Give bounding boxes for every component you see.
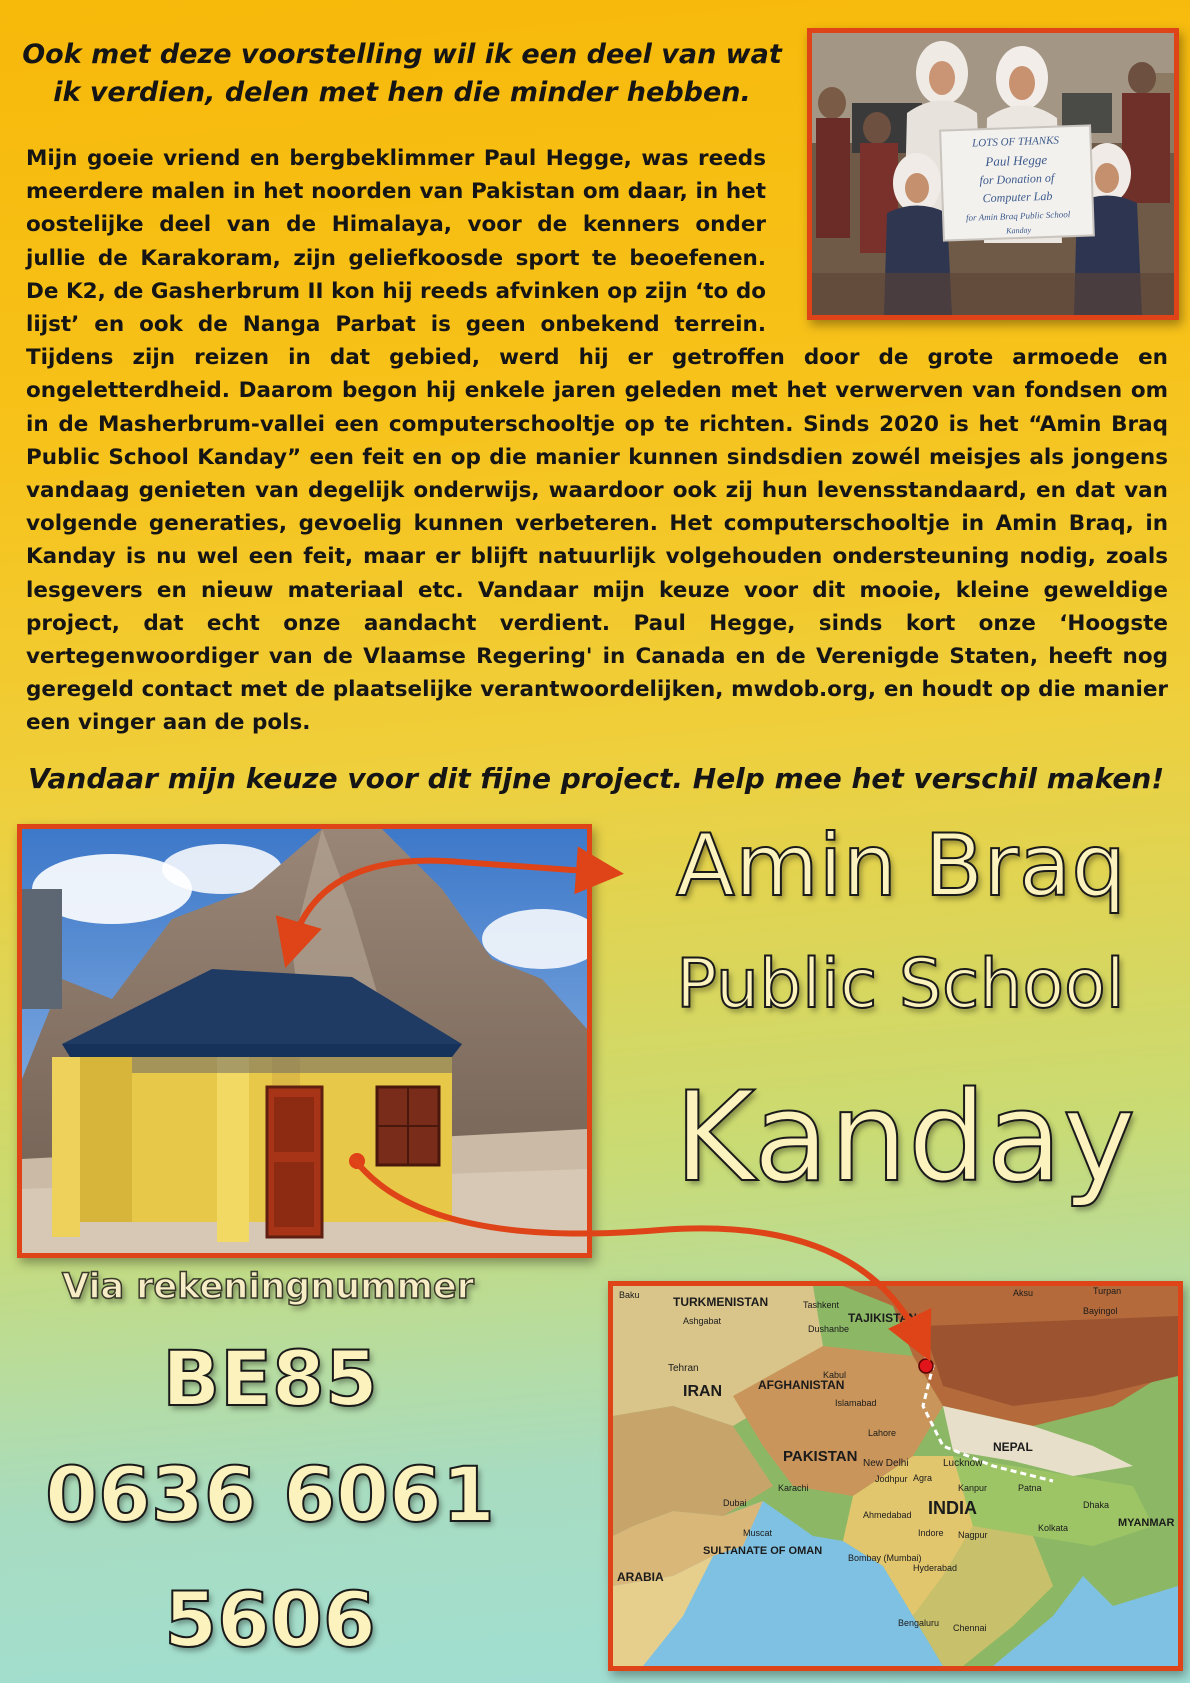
sign-line-5: for Amin Braq Public School	[965, 209, 1071, 223]
photo-spacer	[778, 142, 1168, 320]
school-title-line1: Amin Braq	[676, 816, 1126, 916]
sign-line-3: for Donation of	[979, 170, 1055, 188]
account-number-line1: BE85	[162, 1334, 378, 1423]
map-label-ashgabat: Ashgabat	[683, 1316, 722, 1326]
region-map	[608, 1281, 1183, 1671]
school-title-line3: Kanday	[674, 1066, 1136, 1210]
account-number-line2: 0636 6061	[45, 1450, 495, 1539]
map-label-dushanbe: Dushanbe	[808, 1324, 850, 1334]
map-label-myanmar: MYANMAR	[1118, 1517, 1175, 1529]
map-label-afghanistan: AFGHANISTAN	[758, 1378, 845, 1392]
map-label-lahore: Lahore	[868, 1428, 897, 1438]
school-building-photo	[17, 824, 592, 1258]
map-label-agra: Agra	[913, 1473, 933, 1483]
map-label-oman: SULTANATE OF OMAN	[703, 1545, 823, 1557]
map-label-islamabad: Islamabad	[835, 1398, 877, 1408]
map-label-kanpur: Kanpur	[958, 1483, 988, 1493]
map-label-iran: IRAN	[683, 1383, 723, 1400]
map-label-patna: Patna	[1018, 1483, 1042, 1493]
kanday-location-marker	[919, 1359, 933, 1373]
map-label-nepal: NEPAL	[993, 1440, 1033, 1454]
map-label-karachi: Karachi	[778, 1483, 809, 1493]
body-paragraph-text: Mijn goeie vriend en bergbeklimmer Paul Hegge, was reeds meerdere malen in het noorden van Pakistan om daar, in het oostelijke deel van de Himalaya, voor de kenners onder jullie de Karakoram, zijn geliefkoosde sport te beoefenen. De K2, de Gasherbrum II kon hij reeds afvinken op zijn ‘to do lijst’ en ook de Nanga Parbat is geen onbekend terrein. Tijdens zijn reizen in dat gebied, werd hij er getroffen door de grote armoede en ongeletterdheid. Daarom begon hij enkele jaren geleden met het verwerven van fondsen om in de Masherbrum-vallei een computerschooltje op te richten. Sinds 2020 is het “Amin Braq Public School Kanday” een feit en op die manier kunnen sindsdien zowél meisjes als jongens vandaag genieten van degelijk onderwijs, waardoor ook zij hun levensstandaard, en dat van volgende generaties, gevoelig kunnen verbeteren. Het computerschooltje in Amin Braq, in Kanday is nu wel een feit, maar er blijft natuurlijk volgehouden ondersteuning nodig, zoals lesgevers en nieuw materiaal etc. Vandaar mijn keuze voor dit mooie, kleine geweldige project, dat echt onze aandacht verdient. Paul Hegge, sinds kort onze ‘Hoogste vertegenwoordiger van de Vlaamse Regering' in Canada en de Verenigde Staten, heeft nog geregeld contact met de plaatselijke verantwoordelijken, mwdob.org, en houdt op die manier een vinger aan de pols.	[26, 146, 1168, 736]
map-label-delhi: New Delhi	[863, 1458, 909, 1469]
school-title-line2: Public School	[676, 945, 1125, 1024]
map-label-chennai: Chennai	[953, 1623, 987, 1633]
map-label-nagpur: Nagpur	[958, 1530, 988, 1540]
account-intro: Via rekeningnummer	[62, 1267, 475, 1307]
body-paragraph	[26, 142, 1168, 740]
map-label-muscat: Muscat	[743, 1528, 773, 1538]
map-label-ahmedabad: Ahmedabad	[863, 1510, 912, 1520]
map-label-tajikistan: TAJIKISTAN	[848, 1311, 917, 1325]
map-label-hyderabad: Hyderabad	[913, 1563, 958, 1573]
map-label-turpan: Turpan	[1093, 1286, 1122, 1296]
map-label-baku: Baku	[619, 1290, 640, 1300]
closing-line: Vandaar mijn keuze voor dit fijne project. Help mee het verschil maken!	[28, 762, 1165, 795]
arrow-origin-dot	[349, 1153, 365, 1169]
map-label-dhaka: Dhaka	[1083, 1500, 1110, 1510]
map-label-bayingol: Bayingol	[1083, 1306, 1118, 1316]
map-label-arabia: ARABIA	[617, 1570, 664, 1584]
sign-line-2: Paul Hegge	[985, 151, 1048, 170]
map-label-bombay: Bombay (Mumbai)	[848, 1553, 922, 1563]
map-label-dubai: Dubai	[723, 1498, 747, 1508]
sign-line-4: Computer Lab	[982, 188, 1053, 206]
map-label-kabul: Kabul	[823, 1370, 847, 1380]
sign-line-6: Kanday	[1006, 225, 1032, 236]
map-label-bengaluru: Bengaluru	[898, 1618, 940, 1628]
map-label-turkmenistan: TURKMENISTAN	[673, 1295, 769, 1309]
map-label-tashkent: Tashkent	[803, 1300, 840, 1310]
sign-line-1: LOTS OF THANKS	[971, 134, 1060, 150]
account-number-line3: 5606	[164, 1575, 376, 1664]
map-label-kolkata: Kolkata	[1038, 1523, 1069, 1533]
map-label-tehran: Tehran	[668, 1363, 699, 1374]
map-label-indore: Indore	[918, 1528, 944, 1538]
map-label-india: INDIA	[928, 1498, 977, 1518]
map-label-pakistan: PAKISTAN	[783, 1448, 858, 1465]
map-label-aksu: Aksu	[1013, 1288, 1034, 1298]
map-label-lucknow: Lucknow	[943, 1458, 983, 1469]
map-label-jodhpur: Jodhpur	[875, 1474, 908, 1484]
intro-heading: Ook met deze voorstelling wil ik een deel van wat ik verdien, delen met hen die minder hebben.	[22, 39, 782, 108]
